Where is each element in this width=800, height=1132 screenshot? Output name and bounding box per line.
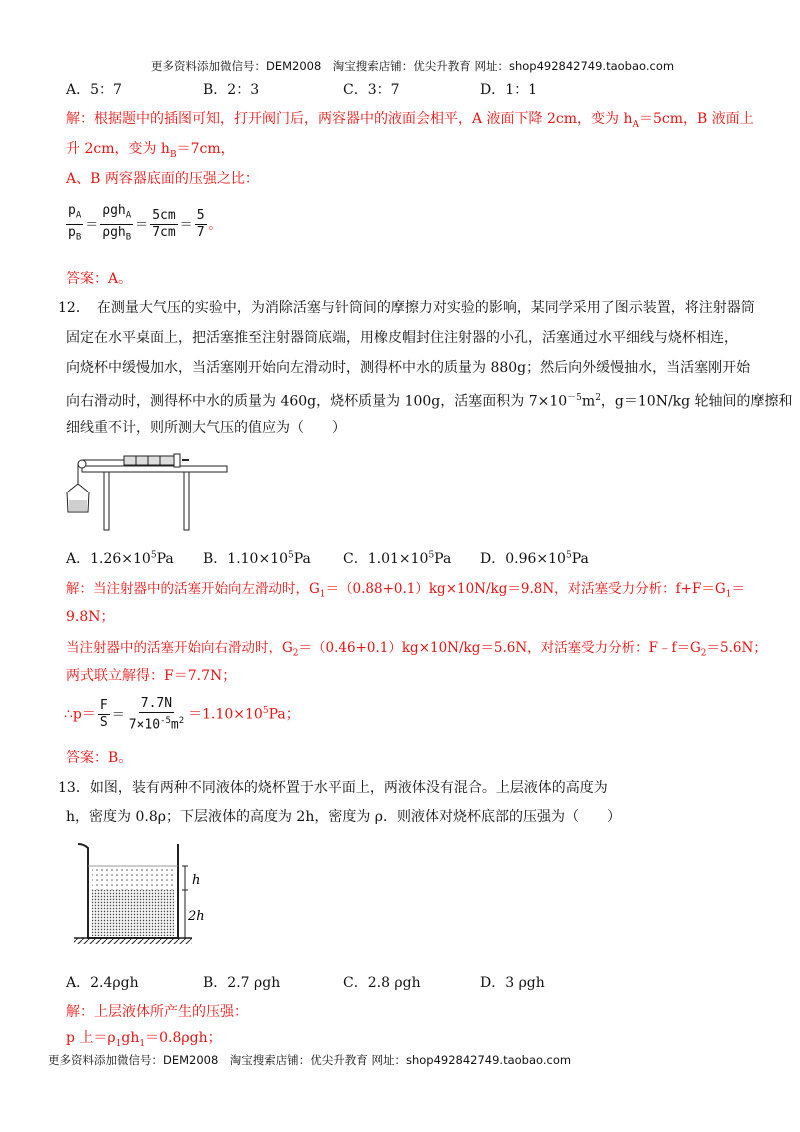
q12-option-c: C．$1.01\times 10^5Pa$ (343, 550, 452, 567)
q11-option-c: C．3：7 (343, 82, 400, 98)
q12-option-d: D．$0.96\times 10^5Pa$ (480, 550, 589, 567)
q12-pressure-formula: ∴p＝ $\frac{F}{S}$ ＝ $\frac{7.7N}{7\times 10^{-5}m^2}$ $=1.10\times 10^5Pa$； (64, 696, 300, 733)
q13-option-b: B．2.7 ρgh (203, 975, 281, 991)
q13-stem-line-2: h，密度为 0.8ρ；下层液体的高度为 2h，密度为 ρ．则液体对烧杯底部的压强为（ ） (66, 809, 622, 825)
q11-option-a: A．5：7 (66, 82, 122, 98)
q13-option-d: D．3 ρgh (480, 975, 545, 991)
q12-stem-line-5: 细线重不计，则所测大气压的值应为（ ） (66, 420, 346, 436)
q12-solution-line-4: 两式联立解得：F＝7.7N； (66, 668, 237, 684)
q12-stem-line-4: 向右滑动时，测得杯中水的质量为 460g，烧杯质量为 100g，活塞面积为 $7\times 10^{-5}m^2$，g＝10N/kg 轮轴间的摩擦和 (66, 393, 793, 410)
q12-solution-line-1: 解：当注射器中的活塞开始向左滑动时，$G_1=(0.88+0.1)kg\times 10N/kg=9.8N$，对活塞受力分析：$f+F=G_1=$ (66, 581, 745, 600)
q13-option-a: A．2.4ρgh (66, 975, 139, 991)
q11-solution-line-1: 解：根据题中的插图可知，打开阀门后，两容器中的液面会相平，A 液面下降 2cm，变为 $h_A=5cm$，B 液面上 (66, 111, 754, 130)
q13-stem-line-1: 13．如图，装有两种不同液体的烧杯置于水平面上，两液体没有混合。上层液体的高度为 (58, 780, 608, 796)
page-header: 更多资料添加微信号：DEM2008 淘宝搜索店铺：优尖升教育 网址：shop492842749.taobao.com (151, 59, 675, 73)
q11-pressure-ratio-formula: $\frac{p_A}{p_B}$ ＝ $\frac{\rho gh_A}{\rho gh_B}$ ＝ $\frac{5cm}{7cm}$ ＝ $\frac{5}{7}$ 。 (68, 203, 222, 243)
q13-solution-line-1: 解：上层液体所产生的压强： (66, 1004, 248, 1020)
q12-solution-line-3: 当注射器中的活塞开始向右滑动时，$G_2=(0.46+0.1)kg\times 10N/kg=5.6N$，对活塞受力分析：$F﹣f=G_2=5.6N$； (66, 640, 767, 659)
q11-option-b: B．2：3 (203, 82, 260, 98)
q13-option-c: C．2.8 ρgh (343, 975, 421, 991)
q11-answer: 答案：A。 (66, 271, 133, 287)
q13-solution-line-2: p 上$=\rho_1gh_1=0.8\rho gh$； (66, 1030, 222, 1049)
q12-option-a: A．$1.26\times 10^5Pa$ (66, 550, 174, 567)
upper-height-label: h (192, 873, 201, 888)
q11-solution-line-3: A、B 两容器底面的压强之比： (66, 171, 259, 187)
syringe-table-figure (64, 448, 234, 534)
q11-option-d: D．1：1 (480, 82, 538, 98)
q12-stem-line-2: 固定在水平桌面上，把活塞推至注射器筒底端，用橡皮帽封住注射器的小孔，活塞通过水平细线与烧杯相连， (66, 330, 738, 346)
q12-stem-line-3: 向烧杯中缓慢加水，当活塞刚开始向左滑动时，测得杯中水的质量为 880g；然后向外缓慢抽水，当活塞刚开始 (66, 360, 751, 376)
q11-solution-line-2: 升 2cm，变为 $h_B=7cm$， (66, 141, 235, 160)
q12-option-b: B．$1.10\times 10^5Pa$ (203, 550, 311, 567)
q12-solution-line-2: 9.8N； (66, 609, 115, 625)
page-footer: 更多资料添加微信号：DEM2008 淘宝搜索店铺：优尖升教育 网址：shop492842749.taobao.com (48, 1053, 572, 1067)
lower-height-label: 2h (188, 909, 205, 924)
q12-stem-line-1: 12． 在测量大气压的实验中，为消除活塞与针筒间的摩擦力对实验的影响，某同学采用了图示装置，将注射器筒 (58, 300, 755, 316)
q12-answer: 答案：B。 (66, 750, 133, 766)
layered-beaker-figure (70, 838, 220, 950)
